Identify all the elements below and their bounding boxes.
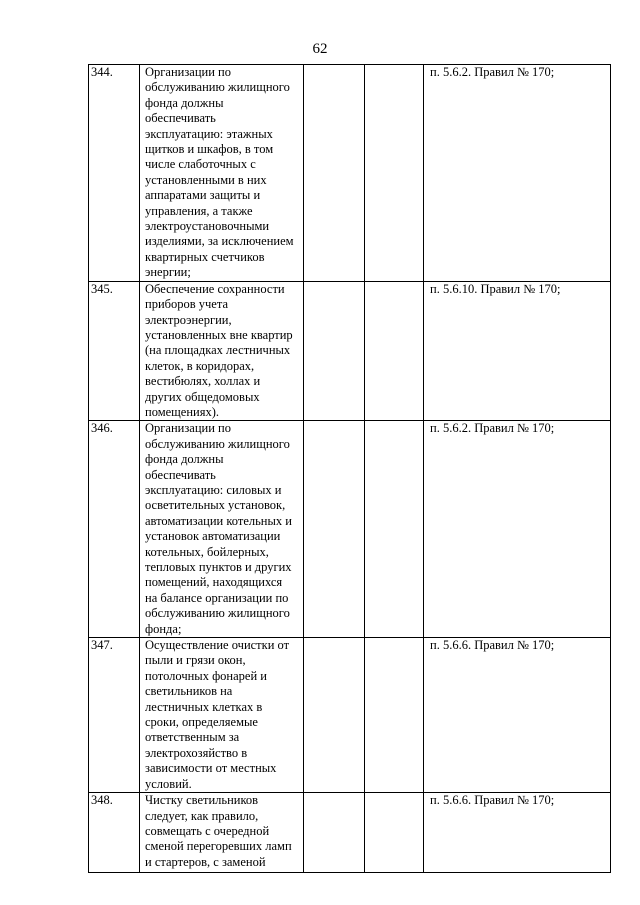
reference-cell: п. 5.6.10. Правил № 170; (424, 281, 611, 421)
reference-cell: п. 5.6.2. Правил № 170; (424, 65, 611, 282)
table-row (89, 638, 611, 793)
row-number: 344. (89, 65, 140, 282)
requirement-cell (140, 65, 304, 282)
reference-cell: п. 5.6.6. Правил № 170; (424, 793, 611, 873)
row-number: 348. (89, 793, 140, 873)
empty-cell-col3 (304, 638, 365, 793)
table-row (89, 65, 611, 282)
empty-cell-col4 (365, 793, 424, 873)
requirement-cell (140, 281, 304, 421)
requirement-cell (140, 793, 304, 873)
empty-cell-col4 (365, 281, 424, 421)
regulations-table (88, 64, 611, 873)
table-row (89, 793, 611, 873)
reference-cell: п. 5.6.2. Правил № 170; (424, 421, 611, 638)
empty-cell-col3 (304, 793, 365, 873)
requirement-text: Организации по обслуживанию жилищного фонда должны обеспечивать эксплуатацию: этажных щитков и шкафов, в том числе слаботочных с установленными в них аппаратами защиты и управления, а также электроустановочными изделиями, за исключением квартирных счетчиков энергии; (145, 65, 294, 280)
requirement-text: Организации по обслуживанию жилищного фонда должны обеспечивать эксплуатацию: силовых и осветительных установок, автоматизации котельных и установок автоматизации котельных, бойлерных, тепловых пунктов и других помещений, находящихся на балансе организации по обслуживанию жилищного фонда; (145, 421, 292, 636)
requirement-cell (140, 638, 304, 793)
row-number: 347. (89, 638, 140, 793)
empty-cell-col4 (365, 638, 424, 793)
page-number: 62 (312, 41, 328, 57)
requirement-text: Осуществление очистки от пыли и грязи окон, потолочных фонарей и светильников на лестничных клетках в сроки, определяемые ответственным за электрохозяйство в зависимости от местных условий. (145, 638, 290, 791)
requirement-text: Чистку светильников следует, как правило, совмещать с очередной сменой перегоревших ламп и стартеров, с заменой (145, 793, 292, 869)
requirement-cell (140, 421, 304, 638)
empty-cell-col4 (365, 65, 424, 282)
table-row (89, 421, 611, 638)
requirement-text: Обеспечение сохранности приборов учета электроэнергии, установленных вне квартир (на площадках лестничных клеток, в коридорах, вестибюлях, холлах и других общедомовых помещениях). (145, 281, 293, 419)
empty-cell-col4 (365, 421, 424, 638)
empty-cell-col3 (304, 65, 365, 282)
empty-cell-col3 (304, 281, 365, 421)
row-number: 345. (89, 281, 140, 421)
empty-cell-col3 (304, 421, 365, 638)
row-number: 346. (89, 421, 140, 638)
reference-cell: п. 5.6.6. Правил № 170; (424, 638, 611, 793)
table-row (89, 281, 611, 421)
